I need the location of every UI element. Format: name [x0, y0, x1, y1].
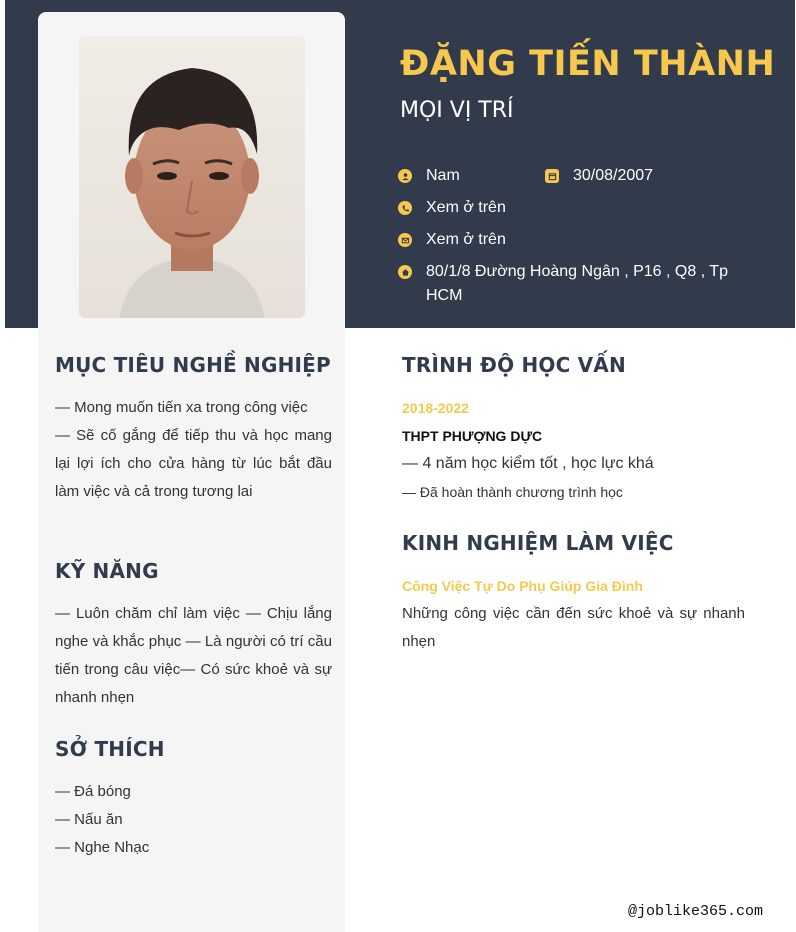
email-value: Xem ở trên [426, 231, 506, 248]
user-icon [398, 169, 412, 183]
hobby-item: — Đá bóng [55, 783, 131, 800]
profile-photo [79, 36, 305, 318]
objective-title: MỤC TIÊU NGHỀ NGHIỆP [55, 353, 331, 377]
gender-value: Nam [426, 167, 460, 184]
mail-icon [398, 233, 412, 247]
address-value: 80/1/8 Đường Hoàng Ngân , P16 , Q8 , Tp HCM [426, 263, 728, 304]
birthdate-value: 30/08/2007 [573, 167, 654, 184]
education-school: THPT PHƯỢNG DỰC [402, 428, 543, 444]
skills-title: KỸ NĂNG [55, 559, 159, 583]
home-icon [398, 265, 412, 279]
phone-icon [398, 201, 412, 215]
education-detail: — Đã hoàn thành chương trình học [402, 484, 623, 500]
education-detail: — 4 năm học kiểm tốt , học lực khá [402, 455, 654, 472]
experience-description: Những công việc cần đến sức khoẻ và sự nhanh nhẹn [402, 605, 745, 650]
objective-text [55, 394, 332, 506]
footer-site: @joblike365.com [628, 903, 764, 920]
experience-title: KINH NGHIỆM LÀM VIỆC [402, 531, 674, 555]
experience-job: Công Việc Tự Do Phụ Giúp Gia Đình [402, 578, 643, 594]
hobby-item: — Nghe Nhạc [55, 839, 150, 856]
info-phone [398, 196, 506, 220]
phone-value: Xem ở trên [426, 199, 506, 216]
info-gender [398, 164, 460, 188]
info-address [398, 260, 748, 308]
info-email [398, 228, 506, 252]
hobby-item: — Nấu ăn [55, 811, 123, 828]
education-title: TRÌNH ĐỘ HỌC VẤN [402, 353, 626, 377]
education-details [402, 450, 747, 506]
desired-position: MỌI VỊ TRÍ [400, 98, 514, 123]
objective-line: — Sẽ cố gắng để tiếp thu và học mang lại lợi ích cho cửa hàng từ lúc bắt đầu làm việc và cả trong tương lai [55, 427, 332, 500]
skills-text: — Luôn chăm chỉ làm việc — Chịu lắng nghe và khắc phục — Là người có trí cầu tiến trong câu việc— Có sức khoẻ và sự nhanh nhẹn [55, 605, 332, 706]
education-period: 2018-2022 [402, 400, 469, 416]
calendar-icon [545, 169, 559, 183]
hobbies-title: SỞ THÍCH [55, 737, 165, 761]
hobbies-list [55, 778, 332, 862]
objective-line: — Mong muốn tiến xa trong công việc [55, 399, 308, 416]
info-birthdate [545, 164, 653, 188]
candidate-name: ĐẶNG TIẾN THÀNH [400, 44, 776, 84]
